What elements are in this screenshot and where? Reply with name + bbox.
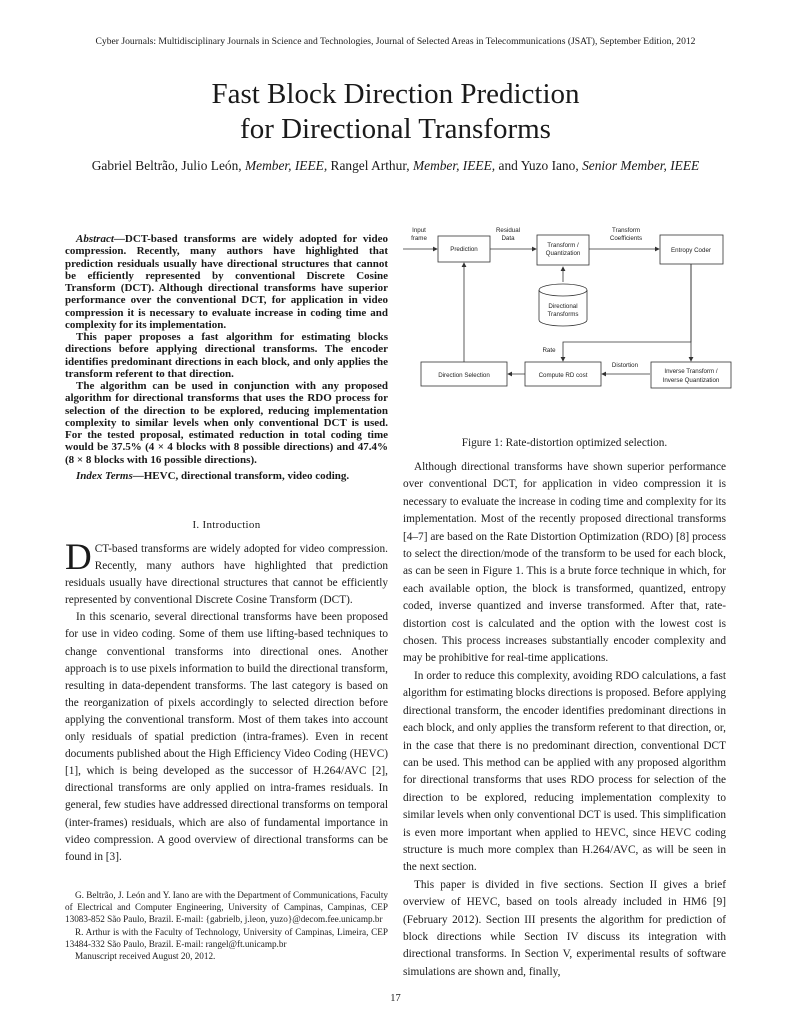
right-paragraph-3: This paper is divided in five sections. Section II gives a brief overview of HEVC, based on tools already included in HM6 [9] (February 2012). Section III presents the algorithm for prediction of block directions while Section IV discuss its integration with directional transforms. In Section V, experimental results of software simulations are shown and, finally, (403, 878, 726, 978)
section-heading-introduction: I. Introduction (192, 519, 261, 531)
author-list (0, 158, 791, 174)
residual-data-label-2: Data (501, 235, 515, 242)
residual-data-label-1: Residual (495, 227, 521, 234)
transform-quantization-label-2: Quantization (545, 250, 581, 257)
intro-paragraph-2: In this scenario, several directional transforms have been proposed for use in video coding. Some of them use lifting-based techniques to change conventional transforms into directional ones. Another approach is to use pixels information to build the directional transform, resulting in data-dependent transforms. The last category is based on the reorganization of pixels accordingly to selected direction before applying the conventional transform. Most of them takes into account only residuals of spatial prediction (intra-frames). Even in recent documents published about the High Efficiency Video Coding (HEVC) [1], which is being developed as the successor of H.264/AVC [2], directional transforms are only applied on intra-frames residuals. In general, few studies have addressed directional transforms on temporal (inter-frames) residuals, which are also of fundamental importance in video compression. A good overview of directional transforms can be found in [3]. (65, 611, 388, 863)
footnote-manuscript: Manuscript received August 20, 2012. (75, 951, 216, 962)
intro-paragraph-1 (65, 537, 388, 609)
author-membership-3: Senior Member, IEEE (582, 158, 700, 173)
transform-coefficients-label-1: Transform (612, 227, 640, 234)
title-line-1: Fast Block Direction Prediction (211, 78, 580, 110)
right-paragraph-1: Although directional transforms have shown superior performance over conventional DCT, for application in video compression it is necessary to evaluate the increase in coding time and complexity for its implementation. Most of the recently proposed directional transforms [4–7] are based on the Rate Distortion Optimization (RDO) [8] process to select the direction/mode of the transform to be used for each block, as can be seen in Figure 1. This is a brute force technique in which, for each available option, the block is transformed, quantized, entropy coded, inverse quantized and inverse transformed. After that, rate-distortion cost is calculated and the option with the lowest cost is chosen. This process increases substantially encoder complexity and may be prohibitive for real-time applications. (403, 461, 726, 665)
rdo-selection-diagram (403, 222, 738, 400)
author-names-2: Rangel Arthur, (330, 158, 410, 173)
input-frame-label-2: frame (411, 235, 427, 242)
abstract (65, 233, 388, 482)
directional-transforms-cylinder-top (539, 284, 587, 296)
abstract-text-1: —DCT-based transforms are widely adopted for video compression. Recently, many authors have highlighted that prediction residuals usually have directional structures that cannot be efficiently represented by conventional Discrete Cosine Transform (DCT). Although directional transforms have superior performance over the conventional DCT, for application in video compression it is necessary to evaluate increase in coding time and complexity for its implementation. (65, 233, 388, 331)
introduction-body (65, 537, 388, 866)
input-frame-label-1: Input (412, 227, 426, 234)
footnotes (65, 889, 388, 962)
compute-rd-cost-label: Compute RD cost (538, 372, 588, 379)
inverse-transform-label-1: Inverse Transform / (664, 368, 718, 375)
inverse-transform-box (651, 362, 731, 388)
author-membership-2: Member, IEEE, (412, 158, 496, 173)
transform-quantization-label-1: Transform / (547, 242, 579, 249)
page-number: 17 (390, 993, 401, 1004)
right-paragraph-2: In order to reduce this complexity, avoiding RDO calculations, a fast algorithm for estimating blocks directions is proposed. Before applying directional transform, the encoder identifies predominant directions in each block, and only applies the transform referent to that direction, or, in the case that there is no predominant direction, conventional DCT can be used. This method can be applied with any proposed algorithm for directional transforms that uses RDO process for selection of the direction to be explored, reducing implementation complexity to similar levels when only conventional DCT is used. This simplification is even more important when applied to HEVC, since HEVC coding structure is much more complex than H.264/AVC, as will be seen in the next section. (403, 669, 726, 874)
entropy-coder-label: Entropy Coder (671, 247, 711, 254)
figure-caption: Figure 1: Rate-distortion optimized selection. (461, 437, 668, 449)
footnote-affiliation-2: R. Arthur is with the Faculty of Technology, University of Campinas, Limeira, CEP 13484-332 São Paulo, Brazil. E-mail: rangel@ft.unicamp.br (65, 926, 388, 949)
abstract-paragraph-1 (65, 233, 388, 331)
abstract-label: Abstract (76, 233, 114, 245)
transform-coefficients-label-2: Coefficients (609, 235, 643, 242)
directional-transforms-label-2: Transforms (547, 311, 579, 318)
index-terms-label: Index Terms (76, 469, 133, 482)
directional-transforms-label-1: Directional (548, 303, 578, 310)
inverse-transform-label-2: Inverse Quantization (662, 377, 720, 384)
author-names-3: and Yuzo Iano, (498, 158, 579, 173)
footnote-affiliation-1: G. Beltrão, J. León and Y. Iano are with the Department of Communications, Faculty of Electrical and Computer Engineering, University of Campinas, Campinas, CEP 13083-852 São Paulo, Brazil. E-mail: {gabrielb, j.leon, yuzo}@decom.fee.unicamp.br (65, 890, 388, 925)
direction-selection-label: Direction Selection (438, 372, 490, 379)
intro-text-1: CT-based transforms are widely adopted for video compression. Recently, many authors have highlighted that prediction residuals usually have directional structures that cannot be efficiently represented by conventional Discrete Cosine Transform (DCT). (65, 543, 388, 607)
right-column-body (403, 459, 726, 981)
distortion-label: Distortion (611, 362, 639, 369)
paper-title (0, 77, 791, 147)
author-membership-1: Member, IEEE, (245, 158, 328, 173)
index-terms-text: —HEVC, directional transform, video coding. (132, 469, 350, 482)
index-terms (65, 470, 388, 482)
author-names-1: Gabriel Beltrão, Julio León, (91, 158, 242, 173)
rate-label: Rate (542, 347, 556, 354)
abstract-paragraph-3: The algorithm can be used in conjunction with any proposed algorithm for directional transforms that uses the RDO process for selection of the direction to be explored, reducing implementation complexity to similar levels when only conventional DCT is used. For the tested proposal, estimated reduction in total coding time would be 37.5% (4 × 4 blocks with 8 possible directions) and 47.4% (8 × 8 blocks with 16 possible directions). (65, 380, 388, 466)
running-header: Cyber Journals: Multidisciplinary Journals in Science and Technologies, Journal of Selected Areas in Telecommunications (JSAT), September Edition, 2012 (95, 36, 696, 47)
drop-cap: D (65, 537, 92, 578)
title-line-2: for Directional Transforms (240, 113, 551, 145)
abstract-paragraph-2: This paper proposes a fast algorithm for estimating blocks directions before applying directional transforms. The encoder identifies predominant directions in each block, and only applies the transform referent to that direction. (65, 331, 388, 380)
prediction-label: Prediction (450, 246, 478, 253)
